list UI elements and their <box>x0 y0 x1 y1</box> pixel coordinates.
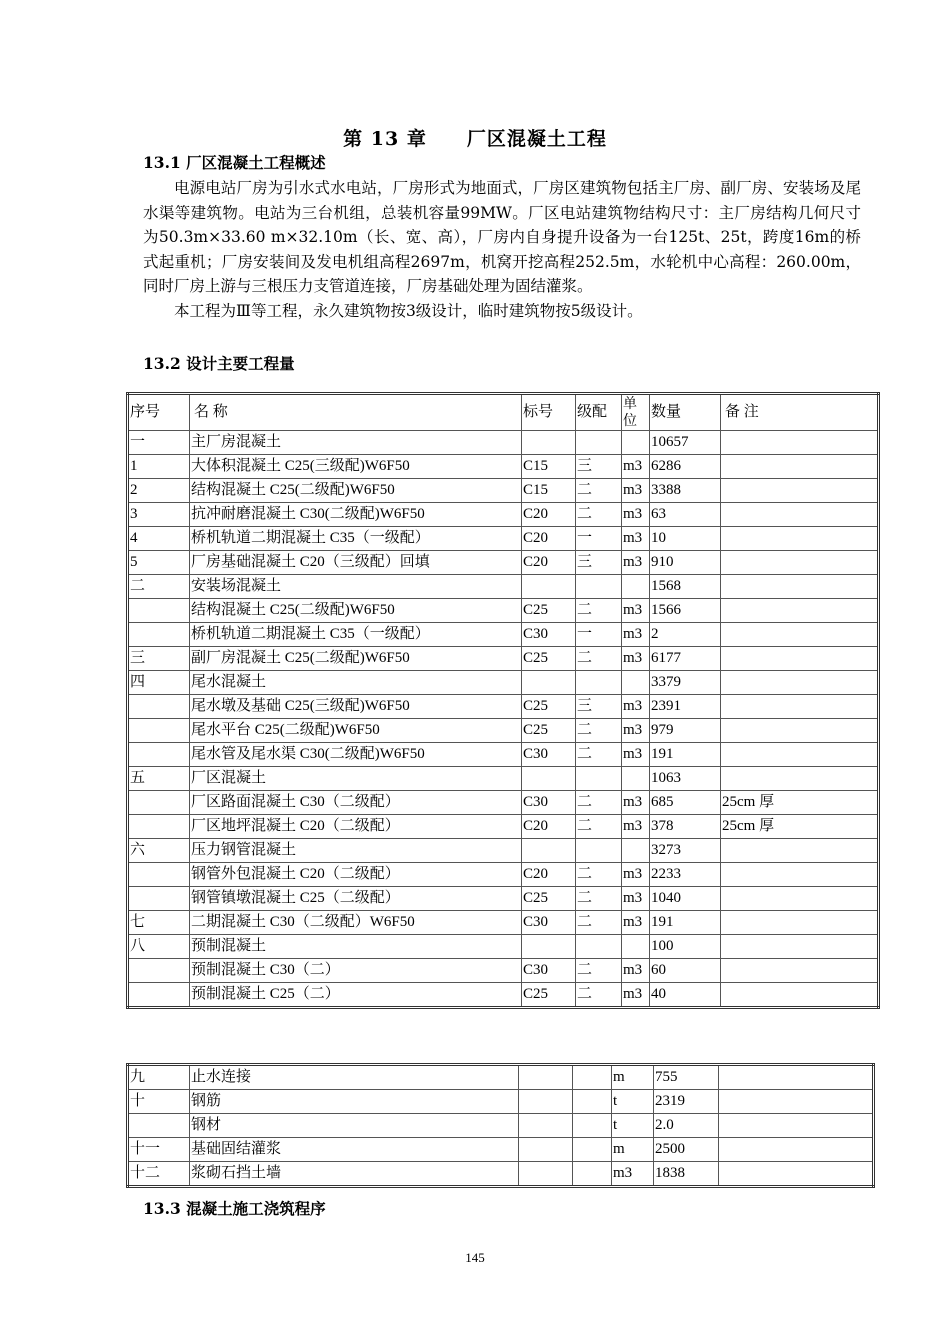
table-cell: 尾水平台 C25(二级配)W6F50 <box>190 719 522 743</box>
table-cell: 二 <box>576 647 622 671</box>
table-cell: 191 <box>650 911 721 935</box>
table-cell <box>721 887 879 911</box>
table-cell: 四 <box>128 671 190 695</box>
table-cell <box>721 719 879 743</box>
table-cell: 厂区地坪混凝土 C20（二级配） <box>190 815 522 839</box>
table-cell <box>519 1090 573 1114</box>
table-cell: 4 <box>128 527 190 551</box>
table-row <box>128 527 879 551</box>
table-cell: 尾水墩及基础 C25(三级配)W6F50 <box>190 695 522 719</box>
table-cell <box>576 671 622 695</box>
table-cell: 3388 <box>650 479 721 503</box>
table-cell: 100 <box>650 935 721 959</box>
table-cell <box>719 1065 874 1090</box>
table-cell: 63 <box>650 503 721 527</box>
table-cell: 尾水混凝土 <box>190 671 522 695</box>
table-cell <box>721 743 879 767</box>
table-cell: 二 <box>576 983 622 1008</box>
table-cell <box>128 1114 190 1138</box>
table-cell: 主厂房混凝土 <box>190 431 522 455</box>
table-cell <box>519 1138 573 1162</box>
table-cell <box>576 431 622 455</box>
table-cell: C30 <box>522 959 576 983</box>
table-cell: 厂房基础混凝土 C20（三级配）回填 <box>190 551 522 575</box>
table-cell: 钢筋 <box>190 1090 519 1114</box>
table-row <box>128 983 879 1008</box>
table-cell: 一 <box>128 431 190 455</box>
table-cell <box>721 503 879 527</box>
section-3-heading: 13.3 混凝土施工浇筑程序 <box>143 1199 326 1218</box>
table-cell <box>522 671 576 695</box>
table-cell <box>622 935 650 959</box>
table-cell: m3 <box>622 911 650 935</box>
table-cell: 2500 <box>654 1138 719 1162</box>
table-cell <box>128 983 190 1008</box>
table-cell: 40 <box>650 983 721 1008</box>
table-cell: 六 <box>128 839 190 863</box>
table-cell <box>522 767 576 791</box>
table-cell: 10 <box>650 527 721 551</box>
table-cell: 一 <box>576 623 622 647</box>
table-cell: 685 <box>650 791 721 815</box>
table-cell: m3 <box>622 887 650 911</box>
table-row <box>128 839 879 863</box>
table-cell <box>573 1138 612 1162</box>
table-header-cell: 备 注 <box>721 394 879 431</box>
table-cell: m3 <box>622 695 650 719</box>
table-cell <box>128 695 190 719</box>
table-cell <box>721 623 879 647</box>
table-cell: 25cm 厚 <box>721 815 879 839</box>
table-cell: C20 <box>522 551 576 575</box>
table-cell <box>721 455 879 479</box>
table-cell <box>622 431 650 455</box>
table-cell: m3 <box>622 815 650 839</box>
table-cell <box>622 575 650 599</box>
page-number: 145 <box>465 1250 485 1265</box>
table-cell: C25 <box>522 599 576 623</box>
table-cell: 910 <box>650 551 721 575</box>
table-row <box>128 647 879 671</box>
table-cell: 钢管外包混凝土 C20（二级配） <box>190 863 522 887</box>
table-row <box>128 671 879 695</box>
table-cell <box>719 1114 874 1138</box>
table-row <box>128 431 879 455</box>
table-cell: 1838 <box>654 1162 719 1187</box>
table-cell <box>721 647 879 671</box>
table-cell: 预制混凝土 <box>190 935 522 959</box>
table-cell: 三 <box>576 551 622 575</box>
table-cell: m <box>612 1065 654 1090</box>
quantities-table <box>126 392 880 1009</box>
table-cell: 191 <box>650 743 721 767</box>
table-row <box>128 719 879 743</box>
table-cell: C20 <box>522 863 576 887</box>
table-cell: 2 <box>650 623 721 647</box>
table-cell: C15 <box>522 455 576 479</box>
table-cell: m3 <box>622 647 650 671</box>
table-row <box>128 887 879 911</box>
table-header-cell: 名 称 <box>190 394 522 431</box>
table-cell: C30 <box>522 743 576 767</box>
table-cell: 1063 <box>650 767 721 791</box>
table-cell: 二 <box>576 479 622 503</box>
table-cell: C25 <box>522 719 576 743</box>
table-cell: 二 <box>576 791 622 815</box>
table-cell: 2.0 <box>654 1114 719 1138</box>
table-cell <box>128 863 190 887</box>
table-cell: m3 <box>622 551 650 575</box>
table-cell: 压力钢管混凝土 <box>190 839 522 863</box>
section-1-body <box>143 176 861 323</box>
table-cell: 二 <box>576 719 622 743</box>
table-header-cell: 单位 <box>622 394 650 431</box>
table-row <box>128 503 879 527</box>
table-cell <box>573 1090 612 1114</box>
table-row <box>128 935 879 959</box>
table-cell: 厂区混凝土 <box>190 767 522 791</box>
table-header-row <box>128 394 879 431</box>
table-cell: 三 <box>128 647 190 671</box>
table-row <box>128 767 879 791</box>
table-cell: 2 <box>128 479 190 503</box>
table-cell: C25 <box>522 695 576 719</box>
table-cell <box>721 839 879 863</box>
table-cell: C30 <box>522 623 576 647</box>
table-cell <box>719 1138 874 1162</box>
table-cell <box>522 935 576 959</box>
table-row <box>128 455 879 479</box>
table-cell <box>576 839 622 863</box>
table-cell <box>128 623 190 647</box>
table-cell: 1 <box>128 455 190 479</box>
table-row <box>128 791 879 815</box>
table-cell: 结构混凝土 C25(二级配)W6F50 <box>190 599 522 623</box>
table-cell: 十二 <box>128 1162 190 1187</box>
table-cell <box>522 839 576 863</box>
table-cell: t <box>612 1090 654 1114</box>
table-cell: m3 <box>622 623 650 647</box>
table-cell <box>576 935 622 959</box>
table-row <box>128 959 879 983</box>
table-cell <box>721 527 879 551</box>
table-cell <box>719 1090 874 1114</box>
table-cell <box>721 767 879 791</box>
table-cell: 二 <box>576 959 622 983</box>
section-1-heading: 13.1 厂区混凝土工程概述 <box>143 153 326 172</box>
table-cell <box>622 839 650 863</box>
table-cell: C25 <box>522 983 576 1008</box>
table-cell <box>721 479 879 503</box>
table-cell <box>128 959 190 983</box>
table-row <box>128 1114 874 1138</box>
table-cell: 二 <box>576 863 622 887</box>
table-cell <box>522 575 576 599</box>
table-row <box>128 599 879 623</box>
table-row <box>128 575 879 599</box>
paragraph-grade: 本工程为Ⅲ等工程，永久建筑物按3级设计，临时建筑物按5级设计。 <box>174 301 643 320</box>
table-cell <box>721 695 879 719</box>
table-cell: 九 <box>128 1065 190 1090</box>
table-cell: m3 <box>622 743 650 767</box>
table-cell: 五 <box>128 767 190 791</box>
table-cell: m3 <box>622 863 650 887</box>
table-cell <box>719 1162 874 1187</box>
table-cell <box>519 1065 573 1090</box>
table-cell: m3 <box>622 959 650 983</box>
table-row <box>128 911 879 935</box>
table-cell: 一 <box>576 527 622 551</box>
table-cell: 60 <box>650 959 721 983</box>
table-row <box>128 1162 874 1187</box>
table-cell: m3 <box>622 503 650 527</box>
table-cell: 钢材 <box>190 1114 519 1138</box>
table-row <box>128 743 879 767</box>
table-cell: 3379 <box>650 671 721 695</box>
table-cell: 10657 <box>650 431 721 455</box>
table-row <box>128 1065 874 1090</box>
table-cell: m <box>612 1138 654 1162</box>
table-cell: 二 <box>576 815 622 839</box>
table-cell: C15 <box>522 479 576 503</box>
table-cell: 浆砌石挡土墙 <box>190 1162 519 1187</box>
table-cell: 5 <box>128 551 190 575</box>
table-cell: C25 <box>522 647 576 671</box>
table-cell <box>721 863 879 887</box>
table-cell: 3273 <box>650 839 721 863</box>
table-cell: 安装场混凝土 <box>190 575 522 599</box>
table-cell <box>128 887 190 911</box>
table-cell <box>721 575 879 599</box>
table-cell <box>721 431 879 455</box>
table-cell: 厂区路面混凝土 C30（二级配） <box>190 791 522 815</box>
table-header-cell: 序号 <box>128 394 190 431</box>
table-cell: m3 <box>622 791 650 815</box>
table-cell <box>721 551 879 575</box>
table-cell: t <box>612 1114 654 1138</box>
table-cell <box>721 911 879 935</box>
table-cell: m3 <box>622 983 650 1008</box>
table-cell: 基础固结灌浆 <box>190 1138 519 1162</box>
table-cell: m3 <box>622 527 650 551</box>
table-row <box>128 695 879 719</box>
table-cell: 2233 <box>650 863 721 887</box>
table-cell <box>622 671 650 695</box>
table-row <box>128 1090 874 1114</box>
table-cell: 二 <box>576 503 622 527</box>
table-cell: 预制混凝土 C25（二） <box>190 983 522 1008</box>
table-cell: 八 <box>128 935 190 959</box>
table-cell: 三 <box>576 695 622 719</box>
table-cell: 二期混凝土 C30（二级配）W6F50 <box>190 911 522 935</box>
table-cell: 止水连接 <box>190 1065 519 1090</box>
table-cell: 钢管镇墩混凝土 C25（二级配） <box>190 887 522 911</box>
table-cell: 十一 <box>128 1138 190 1162</box>
paragraph-overview: 电源电站厂房为引水式水电站，厂房形式为地面式，厂房区建筑物包括主厂房、副厂房、安装场及尾水渠等建筑物。电站为三台机组，总装机容量99MW。厂区电站建筑物结构尺寸：主厂房结构几何尺寸为50.3m×33.60 m×32.10m（长、宽、高），厂房内自身提升设备为一台125t、25t，跨度16m的桥式起重机；厂房安装间及发电机组高程2697m，机窝开挖高程252.5m，水轮机中心高程：260.00m，同时厂房上游与三根压力支管道连接，厂房基础处理为固结灌浆。 <box>143 179 861 295</box>
table-cell: 副厂房混凝土 C25(二级配)W6F50 <box>190 647 522 671</box>
table-cell: 结构混凝土 C25(二级配)W6F50 <box>190 479 522 503</box>
table-cell: 三 <box>576 455 622 479</box>
table-cell: 二 <box>128 575 190 599</box>
table-cell: 755 <box>654 1065 719 1090</box>
table-header-cell: 数量 <box>650 394 721 431</box>
table-cell <box>576 767 622 791</box>
table-cell: 二 <box>576 743 622 767</box>
table-cell <box>519 1114 573 1138</box>
table-cell: 378 <box>650 815 721 839</box>
table-row <box>128 815 879 839</box>
section-2-heading: 13.2 设计主要工程量 <box>143 354 295 373</box>
table-cell: 预制混凝土 C30（二） <box>190 959 522 983</box>
table-cell: 桥机轨道二期混凝土 C35（一级配） <box>190 527 522 551</box>
table-cell <box>128 815 190 839</box>
table-cell: 大体积混凝土 C25(三级配)W6F50 <box>190 455 522 479</box>
table-cell: 1566 <box>650 599 721 623</box>
table-cell <box>573 1065 612 1090</box>
table-cell: 二 <box>576 911 622 935</box>
table-cell: C20 <box>522 815 576 839</box>
table-row <box>128 551 879 575</box>
table-cell <box>128 599 190 623</box>
table-cell: 6177 <box>650 647 721 671</box>
table-cell <box>622 767 650 791</box>
quantities-table-continued <box>126 1063 875 1188</box>
table-cell <box>522 431 576 455</box>
table-cell: 2391 <box>650 695 721 719</box>
table-cell: 2319 <box>654 1090 719 1114</box>
table-cell: 6286 <box>650 455 721 479</box>
table-cell <box>576 575 622 599</box>
table-cell: 二 <box>576 887 622 911</box>
table-cell <box>721 935 879 959</box>
table-cell <box>128 743 190 767</box>
table-cell <box>573 1162 612 1187</box>
table-row <box>128 863 879 887</box>
table-cell: 抗冲耐磨混凝土 C30(二级配)W6F50 <box>190 503 522 527</box>
table-cell: 1568 <box>650 575 721 599</box>
table-cell <box>128 719 190 743</box>
chapter-title: 第 13 章 厂区混凝土工程 <box>343 128 607 150</box>
table-cell: 桥机轨道二期混凝土 C35（一级配） <box>190 623 522 647</box>
table-cell: m3 <box>622 479 650 503</box>
table-cell: m3 <box>622 599 650 623</box>
table-cell: 七 <box>128 911 190 935</box>
table-cell: C20 <box>522 503 576 527</box>
table-cell <box>519 1162 573 1187</box>
table-cell: 25cm 厚 <box>721 791 879 815</box>
table-cell: 尾水管及尾水渠 C30(二级配)W6F50 <box>190 743 522 767</box>
table-header-cell: 标号 <box>522 394 576 431</box>
table-cell: m3 <box>622 455 650 479</box>
table-cell <box>721 599 879 623</box>
table-header-cell: 级配 <box>576 394 622 431</box>
table-cell: m3 <box>612 1162 654 1187</box>
table-cell: 二 <box>576 599 622 623</box>
table-cell <box>128 791 190 815</box>
table-cell: 3 <box>128 503 190 527</box>
table-cell: m3 <box>622 719 650 743</box>
table-cell: C30 <box>522 791 576 815</box>
table-cell: C20 <box>522 527 576 551</box>
table-row <box>128 623 879 647</box>
table-cell: C25 <box>522 887 576 911</box>
table-cell: 1040 <box>650 887 721 911</box>
table-row <box>128 479 879 503</box>
table-cell <box>573 1114 612 1138</box>
table-cell: 十 <box>128 1090 190 1114</box>
table-cell <box>721 671 879 695</box>
table-cell <box>721 983 879 1008</box>
table-cell: 979 <box>650 719 721 743</box>
table-cell: C30 <box>522 911 576 935</box>
table-row <box>128 1138 874 1162</box>
table-cell <box>721 959 879 983</box>
